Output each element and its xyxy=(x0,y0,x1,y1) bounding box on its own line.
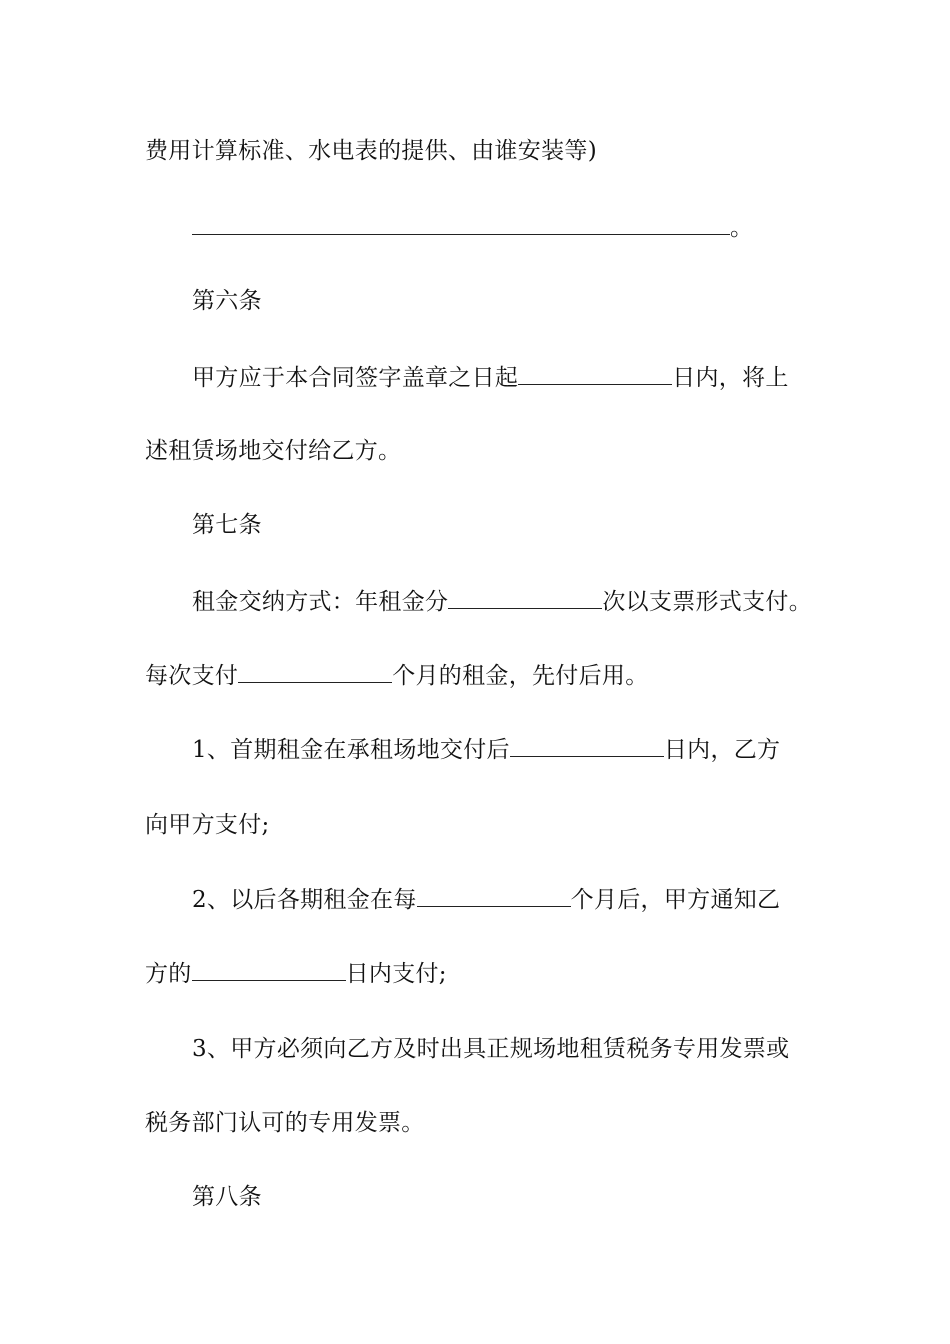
text-later-rent: 2、以后各期租金在每 xyxy=(192,887,417,913)
paragraph-handover-line-2 xyxy=(145,436,825,466)
text-tax-invoice: 税务部门认可的专用发票。 xyxy=(145,1110,425,1136)
paragraph-utility-fee-standard xyxy=(145,136,825,166)
paragraph-later-rent-line-1 xyxy=(192,884,872,915)
fill-in-blank-installments[interactable] xyxy=(448,586,602,609)
paragraph-handover-line-1 xyxy=(192,362,872,393)
paragraph-first-rent-line-2 xyxy=(145,810,825,840)
text-period: 。 xyxy=(730,215,754,241)
fill-in-blank-first-rent-days[interactable] xyxy=(510,734,664,757)
heading-article-8 xyxy=(192,1182,872,1212)
heading-article-7 xyxy=(192,510,872,540)
text-cheque-payment: 次以支票形式支付。 xyxy=(602,589,813,615)
text-party-b-of: 方的 xyxy=(145,961,192,987)
fill-in-blank-notify-days[interactable] xyxy=(192,958,346,981)
text-first-rent: 1、首期租金在承租场地交付后 xyxy=(192,737,510,763)
text-invoice: 3、甲方必须向乙方及时出具正规场地租赁税务专用发票或 xyxy=(192,1036,790,1062)
text-handover-days: 日内，将上 xyxy=(672,365,789,391)
article-8-title: 第八条 xyxy=(192,1184,262,1210)
fill-in-blank-months-per-payment[interactable] xyxy=(238,660,392,683)
fill-in-blank-utility[interactable] xyxy=(192,212,730,235)
article-7-title: 第七条 xyxy=(192,512,262,538)
text-rent-method: 租金交纳方式：年租金分 xyxy=(192,589,449,615)
text-utility-fee-standard: 费用计算标准、水电表的提供、由谁安装等) xyxy=(145,138,597,164)
fill-in-blank-later-months[interactable] xyxy=(417,884,571,907)
paragraph-rent-method-line-1 xyxy=(192,586,872,617)
text-handover-start: 甲方应于本合同签字盖章之日起 xyxy=(192,365,519,391)
text-each-payment: 每次支付 xyxy=(145,663,239,689)
paragraph-utility-blank xyxy=(192,212,872,243)
paragraph-invoice-line-2 xyxy=(145,1108,825,1138)
article-6-title: 第六条 xyxy=(192,288,262,314)
text-prepay: 个月的租金，先付后用。 xyxy=(392,663,649,689)
text-handover-end: 述租赁场地交付给乙方。 xyxy=(145,438,402,464)
text-first-rent-days: 日内，乙方 xyxy=(663,737,781,763)
paragraph-rent-method-line-2 xyxy=(145,660,825,691)
text-pay-within: 日内支付; xyxy=(345,961,447,987)
heading-article-6 xyxy=(192,286,872,316)
paragraph-later-rent-line-2 xyxy=(145,958,825,989)
paragraph-first-rent-line-1 xyxy=(192,734,872,765)
fill-in-blank-handover-days[interactable] xyxy=(518,362,672,385)
paragraph-invoice-line-1 xyxy=(192,1034,872,1064)
text-notify: 个月后，甲方通知乙 xyxy=(570,887,781,913)
text-pay-party-a: 向甲方支付; xyxy=(145,812,270,838)
